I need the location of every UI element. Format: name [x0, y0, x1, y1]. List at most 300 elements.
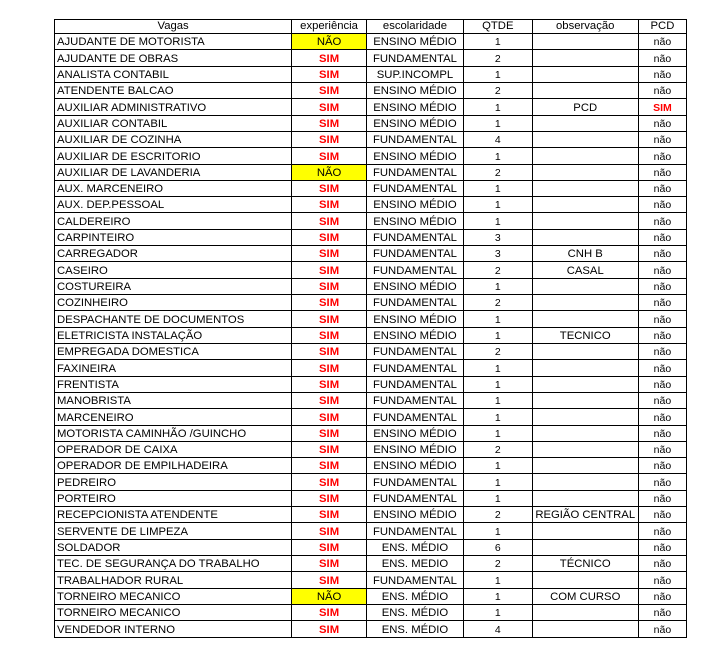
cell-pcd — [638, 556, 686, 572]
cell-pcd — [638, 490, 686, 506]
cell-escolaridade — [366, 392, 463, 408]
cell-escolaridade — [366, 197, 463, 213]
cell-qtde-text: 3 — [494, 232, 501, 245]
cell-vaga-text: OPERADOR DE EMPILHADEIRA — [57, 460, 228, 473]
cell-escolaridade-text: ENS. MEDIO — [381, 558, 449, 571]
cell-pcd — [638, 246, 686, 262]
cell-pcd — [638, 621, 686, 638]
cell-pcd-text: não — [653, 542, 672, 554]
cell-escolaridade-text: ENSINO MÉDIO — [373, 427, 457, 440]
table-row — [55, 99, 687, 115]
cell-pcd-text: não — [653, 427, 672, 440]
cell-qtde-text: 1 — [494, 427, 501, 440]
cell-experiencia-text: SIM — [319, 248, 340, 261]
cell-pcd-text: não — [653, 248, 672, 261]
cell-experiencia-text: SIM — [319, 313, 340, 326]
cell-observacao — [532, 621, 638, 638]
cell-pcd — [638, 458, 686, 474]
cell-vaga-text: CALDEREIRO — [57, 215, 131, 228]
cell-escolaridade — [366, 474, 463, 490]
cell-experiencia — [292, 392, 367, 408]
cell-experiencia-text: SIM — [319, 150, 340, 163]
cell-pcd — [638, 50, 686, 66]
cell-qtde — [464, 604, 533, 620]
cell-escolaridade — [366, 115, 463, 131]
cell-qtde — [464, 360, 533, 376]
cell-experiencia — [292, 572, 367, 588]
cell-pcd — [638, 295, 686, 311]
cell-vaga-text: ATENDENTE BALCAO — [57, 85, 174, 98]
cell-experiencia-text: SIM — [319, 607, 340, 620]
cell-escolaridade — [366, 360, 463, 376]
cell-observacao — [532, 409, 638, 425]
cell-observacao-text: CNH B — [567, 248, 603, 261]
cell-escolaridade — [366, 409, 463, 425]
cell-escolaridade — [366, 425, 463, 441]
cell-escolaridade-text: ENSINO MÉDIO — [373, 199, 457, 212]
table-row — [55, 148, 687, 164]
cell-observacao — [532, 539, 638, 555]
cell-qtde — [464, 507, 533, 523]
table-row — [55, 229, 687, 245]
table-row — [55, 246, 687, 262]
cell-experiencia-text: SIM — [319, 264, 340, 277]
cell-qtde-text: 4 — [494, 134, 501, 147]
cell-escolaridade-text: ENS. MÉDIO — [381, 607, 449, 620]
cell-pcd — [638, 131, 686, 147]
cell-vaga — [55, 343, 292, 359]
cell-pcd — [638, 376, 686, 392]
cell-escolaridade-text: FUNDAMENTAL — [373, 395, 457, 408]
table-row — [55, 262, 687, 278]
cell-qtde — [464, 229, 533, 245]
cell-experiencia-text: SIM — [319, 395, 340, 408]
cell-observacao — [532, 376, 638, 392]
cell-pcd-text: não — [653, 36, 672, 49]
cell-vaga-text: AUX. DEP.PESSOAL — [57, 199, 165, 212]
cell-qtde — [464, 278, 533, 294]
cell-qtde-text: 4 — [494, 624, 501, 636]
job-vacancies-sheet — [54, 19, 687, 638]
cell-pcd — [638, 115, 686, 131]
cell-pcd-text: não — [653, 68, 672, 81]
cell-experiencia — [292, 246, 367, 262]
table-row — [55, 409, 687, 425]
cell-pcd-text: não — [653, 150, 672, 163]
cell-vaga-text: TRABALHADOR RURAL — [57, 574, 184, 587]
cell-qtde — [464, 409, 533, 425]
cell-escolaridade — [366, 50, 463, 66]
cell-experiencia-text: SIM — [319, 444, 340, 457]
cell-observacao — [532, 278, 638, 294]
cell-vaga — [55, 588, 292, 604]
cell-escolaridade — [366, 539, 463, 555]
cell-qtde-text: 2 — [494, 166, 501, 179]
cell-vaga-text: CARREGADOR — [57, 248, 138, 261]
cell-qtde — [464, 295, 533, 311]
cell-qtde-text: 1 — [494, 590, 501, 603]
table-row — [55, 115, 687, 131]
cell-qtde — [464, 311, 533, 327]
cell-vaga-text: FRENTISTA — [57, 378, 119, 391]
cell-escolaridade — [366, 278, 463, 294]
cell-pcd — [638, 588, 686, 604]
cell-escolaridade-text: ENSINO MÉDIO — [373, 329, 457, 342]
cell-experiencia — [292, 343, 367, 359]
cell-pcd-text: não — [653, 313, 672, 326]
cell-vaga-text: ELETRICISTA INSTALAÇÃO — [57, 329, 203, 342]
cell-escolaridade-text: FUNDAMENTAL — [373, 166, 457, 179]
table-row — [55, 523, 687, 539]
cell-escolaridade-text: ENSINO MÉDIO — [373, 444, 457, 457]
cell-pcd — [638, 523, 686, 539]
header-row — [55, 20, 687, 34]
cell-qtde-text: 1 — [494, 36, 501, 49]
cell-vaga — [55, 409, 292, 425]
cell-escolaridade-text: FUNDAMENTAL — [373, 52, 457, 65]
cell-qtde-text: 1 — [494, 215, 501, 228]
cell-escolaridade-text: ENSINO MÉDIO — [373, 460, 457, 473]
cell-escolaridade-text: FUNDAMENTAL — [373, 264, 457, 277]
cell-observacao — [532, 213, 638, 229]
cell-experiencia — [292, 425, 367, 441]
cell-observacao — [532, 295, 638, 311]
cell-escolaridade-text: ENSINO MÉDIO — [373, 509, 457, 522]
cell-pcd-text: não — [653, 199, 672, 212]
cell-qtde — [464, 441, 533, 457]
cell-qtde-text: 2 — [494, 558, 501, 571]
cell-experiencia — [292, 82, 367, 98]
cell-escolaridade-text: FUNDAMENTAL — [373, 232, 457, 245]
cell-pcd-text: não — [653, 232, 672, 245]
cell-experiencia — [292, 34, 367, 50]
cell-qtde — [464, 523, 533, 539]
cell-experiencia — [292, 164, 367, 180]
cell-escolaridade-text: ENSINO MÉDIO — [373, 150, 457, 163]
cell-escolaridade-text: ENSINO MÉDIO — [373, 281, 457, 293]
cell-pcd — [638, 311, 686, 327]
cell-observacao — [532, 474, 638, 490]
cell-qtde-text: 1 — [494, 607, 501, 620]
cell-experiencia-text: SIM — [319, 117, 340, 130]
cell-qtde-text: 2 — [494, 264, 501, 277]
cell-observacao — [532, 99, 638, 115]
cell-escolaridade — [366, 295, 463, 311]
cell-observacao — [532, 131, 638, 147]
cell-pcd — [638, 148, 686, 164]
cell-escolaridade — [366, 82, 463, 98]
cell-qtde — [464, 343, 533, 359]
cell-escolaridade-text: FUNDAMENTAL — [373, 411, 457, 424]
cell-qtde-text: 2 — [494, 509, 501, 522]
cell-escolaridade — [366, 246, 463, 262]
cell-escolaridade — [366, 507, 463, 523]
cell-vaga-text: MANOBRISTA — [57, 395, 131, 408]
cell-qtde — [464, 197, 533, 213]
cell-pcd — [638, 180, 686, 196]
cell-escolaridade — [366, 556, 463, 572]
cell-pcd-text: não — [653, 378, 672, 391]
cell-qtde — [464, 458, 533, 474]
cell-qtde-text: 1 — [494, 117, 501, 130]
cell-vaga — [55, 229, 292, 245]
cell-experiencia-text: NÃO — [316, 590, 342, 603]
cell-qtde-text: 2 — [494, 85, 501, 98]
header-observacao: observação — [532, 20, 638, 34]
cell-escolaridade — [366, 34, 463, 50]
cell-qtde-text: 1 — [494, 150, 501, 163]
cell-vaga-text: SOLDADOR — [57, 542, 121, 554]
cell-escolaridade-text: ENSINO MÉDIO — [373, 215, 457, 228]
cell-escolaridade-text: ENSINO MÉDIO — [373, 101, 457, 114]
cell-vaga — [55, 99, 292, 115]
cell-observacao — [532, 556, 638, 572]
cell-escolaridade — [366, 523, 463, 539]
cell-pcd-text: não — [653, 183, 672, 196]
cell-vaga-text: TORNEIRO MECANICO — [57, 590, 181, 603]
cell-experiencia — [292, 441, 367, 457]
cell-pcd — [638, 474, 686, 490]
cell-pcd — [638, 604, 686, 620]
cell-escolaridade-text: SUP.INCOMPL — [376, 68, 454, 81]
cell-qtde — [464, 588, 533, 604]
cell-pcd — [638, 99, 686, 115]
cell-pcd-text: não — [653, 85, 672, 98]
cell-observacao — [532, 148, 638, 164]
cell-experiencia-text: SIM — [319, 52, 340, 65]
cell-experiencia-text: SIM — [319, 542, 340, 554]
cell-vaga — [55, 262, 292, 278]
cell-observacao — [532, 392, 638, 408]
cell-escolaridade — [366, 213, 463, 229]
cell-pcd — [638, 34, 686, 50]
table-row — [55, 539, 687, 555]
cell-pcd-text: não — [653, 509, 672, 522]
cell-qtde-text: 1 — [494, 281, 501, 293]
cell-observacao — [532, 66, 638, 82]
cell-vaga — [55, 507, 292, 523]
header-qtde: QTDE — [464, 20, 533, 34]
cell-pcd — [638, 360, 686, 376]
cell-qtde — [464, 539, 533, 555]
cell-vaga-text: EMPREGADA DOMESTICA — [57, 346, 199, 359]
cell-vaga-text: AJUDANTE DE MOTORISTA — [57, 36, 205, 49]
cell-escolaridade-text: FUNDAMENTAL — [373, 183, 457, 196]
cell-qtde-text: 1 — [494, 199, 501, 212]
cell-experiencia-text: SIM — [319, 215, 340, 228]
cell-vaga — [55, 66, 292, 82]
cell-vaga-text: ANALISTA CONTABIL — [57, 68, 169, 81]
cell-vaga — [55, 458, 292, 474]
cell-qtde-text: 2 — [494, 52, 501, 65]
cell-experiencia — [292, 588, 367, 604]
cell-observacao — [532, 572, 638, 588]
cell-vaga-text: COSTUREIRA — [57, 281, 132, 293]
cell-observacao — [532, 490, 638, 506]
cell-observacao-text: CASAL — [566, 264, 604, 277]
cell-experiencia-text: SIM — [319, 427, 340, 440]
cell-vaga — [55, 164, 292, 180]
cell-vaga-text: FAXINEIRA — [57, 362, 117, 375]
cell-experiencia — [292, 311, 367, 327]
cell-pcd-text: não — [653, 460, 672, 473]
cell-escolaridade — [366, 164, 463, 180]
cell-escolaridade — [366, 441, 463, 457]
table-row — [55, 343, 687, 359]
cell-vaga-text: AUXILIAR CONTABIL — [57, 117, 168, 130]
cell-observacao — [532, 115, 638, 131]
cell-experiencia — [292, 262, 367, 278]
cell-observacao — [532, 197, 638, 213]
cell-pcd-text: não — [653, 52, 672, 65]
table-row — [55, 66, 687, 82]
cell-experiencia — [292, 604, 367, 620]
cell-observacao — [532, 343, 638, 359]
cell-qtde-text: 1 — [494, 411, 501, 424]
cell-escolaridade-text: ENSINO MÉDIO — [373, 36, 457, 49]
cell-qtde — [464, 82, 533, 98]
cell-vaga — [55, 213, 292, 229]
cell-experiencia — [292, 131, 367, 147]
header-escolaridade: escolaridade — [366, 20, 463, 34]
cell-observacao — [532, 311, 638, 327]
cell-qtde-text: 1 — [494, 476, 501, 489]
table-row — [55, 458, 687, 474]
cell-vaga-text: AUX. MARCENEIRO — [57, 183, 164, 196]
cell-experiencia-text: SIM — [319, 183, 340, 196]
cell-observacao — [532, 327, 638, 343]
cell-experiencia — [292, 180, 367, 196]
cell-qtde-text: 2 — [494, 444, 501, 457]
cell-observacao-text: PCD — [573, 101, 598, 114]
cell-observacao — [532, 164, 638, 180]
cell-pcd — [638, 539, 686, 555]
header-vagas: Vagas — [55, 20, 292, 34]
cell-pcd — [638, 197, 686, 213]
cell-pcd-text: não — [653, 362, 672, 375]
cell-vaga-text: CASEIRO — [57, 264, 108, 277]
cell-pcd-text: não — [653, 264, 672, 277]
cell-vaga — [55, 490, 292, 506]
table-row — [55, 360, 687, 376]
cell-vaga-text: AUXILIAR DE LAVANDERIA — [57, 166, 201, 179]
cell-experiencia-text: SIM — [319, 411, 340, 424]
cell-experiencia-text: SIM — [319, 476, 340, 489]
cell-pcd — [638, 409, 686, 425]
table-row — [55, 311, 687, 327]
table-row — [55, 295, 687, 311]
cell-experiencia — [292, 539, 367, 555]
cell-experiencia-text: SIM — [319, 297, 340, 310]
table-row — [55, 327, 687, 343]
cell-observacao-text: COM CURSO — [550, 590, 621, 603]
cell-vaga — [55, 556, 292, 572]
cell-qtde — [464, 246, 533, 262]
cell-qtde-text: 1 — [494, 525, 501, 538]
cell-escolaridade — [366, 588, 463, 604]
cell-qtde-text: 1 — [494, 101, 501, 114]
table-row — [55, 278, 687, 294]
cell-escolaridade-text: FUNDAMENTAL — [373, 362, 457, 375]
cell-pcd-text: não — [653, 134, 672, 147]
cell-pcd-text: não — [653, 346, 672, 359]
cell-experiencia-text: SIM — [319, 460, 340, 473]
cell-qtde — [464, 392, 533, 408]
cell-qtde — [464, 490, 533, 506]
cell-observacao — [532, 604, 638, 620]
table-row — [55, 490, 687, 506]
cell-pcd — [638, 425, 686, 441]
cell-pcd — [638, 164, 686, 180]
cell-vaga — [55, 148, 292, 164]
cell-escolaridade — [366, 621, 463, 638]
cell-pcd — [638, 441, 686, 457]
cell-pcd — [638, 213, 686, 229]
cell-observacao-text: REGIÃO CENTRAL — [535, 509, 636, 522]
cell-escolaridade — [366, 343, 463, 359]
cell-experiencia-text: SIM — [319, 85, 340, 98]
cell-pcd-text: não — [653, 117, 672, 130]
cell-vaga — [55, 50, 292, 66]
cell-experiencia-text: SIM — [319, 68, 340, 81]
cell-observacao — [532, 425, 638, 441]
cell-experiencia-text: SIM — [319, 525, 340, 538]
cell-vaga — [55, 34, 292, 50]
cell-qtde — [464, 621, 533, 638]
cell-experiencia — [292, 327, 367, 343]
cell-escolaridade — [366, 131, 463, 147]
cell-qtde — [464, 572, 533, 588]
cell-qtde — [464, 213, 533, 229]
table-row — [55, 604, 687, 620]
cell-observacao — [532, 523, 638, 539]
cell-observacao — [532, 441, 638, 457]
table-row — [55, 588, 687, 604]
cell-vaga-text: VENDEDOR INTERNO — [57, 624, 175, 636]
cell-vaga-text: MOTORISTA CAMINHÃO /GUINCHO — [57, 427, 247, 440]
table-body — [55, 34, 687, 638]
cell-qtde-text: 1 — [494, 329, 501, 342]
cell-escolaridade-text: FUNDAMENTAL — [373, 248, 457, 261]
cell-escolaridade-text: ENSINO MÉDIO — [373, 85, 457, 98]
cell-vaga-text: COZINHEIRO — [57, 297, 128, 310]
cell-vaga — [55, 441, 292, 457]
cell-pcd-text: não — [653, 215, 672, 228]
cell-escolaridade-text: FUNDAMENTAL — [373, 346, 457, 359]
cell-vaga-text: SERVENTE DE LIMPEZA — [57, 525, 188, 538]
cell-vaga — [55, 197, 292, 213]
cell-qtde — [464, 327, 533, 343]
table-row — [55, 34, 687, 50]
cell-pcd — [638, 572, 686, 588]
cell-escolaridade — [366, 327, 463, 343]
cell-pcd — [638, 82, 686, 98]
cell-experiencia — [292, 66, 367, 82]
cell-pcd-text: não — [653, 297, 672, 310]
cell-experiencia — [292, 115, 367, 131]
cell-vaga-text: PORTEIRO — [57, 493, 116, 506]
cell-observacao — [532, 180, 638, 196]
cell-vaga — [55, 604, 292, 620]
cell-escolaridade-text: ENS. MÉDIO — [381, 542, 449, 554]
cell-vaga — [55, 131, 292, 147]
table-row — [55, 474, 687, 490]
cell-vaga — [55, 474, 292, 490]
cell-qtde-text: 1 — [494, 183, 501, 196]
cell-experiencia — [292, 376, 367, 392]
cell-escolaridade — [366, 311, 463, 327]
cell-pcd-text: não — [653, 166, 672, 179]
